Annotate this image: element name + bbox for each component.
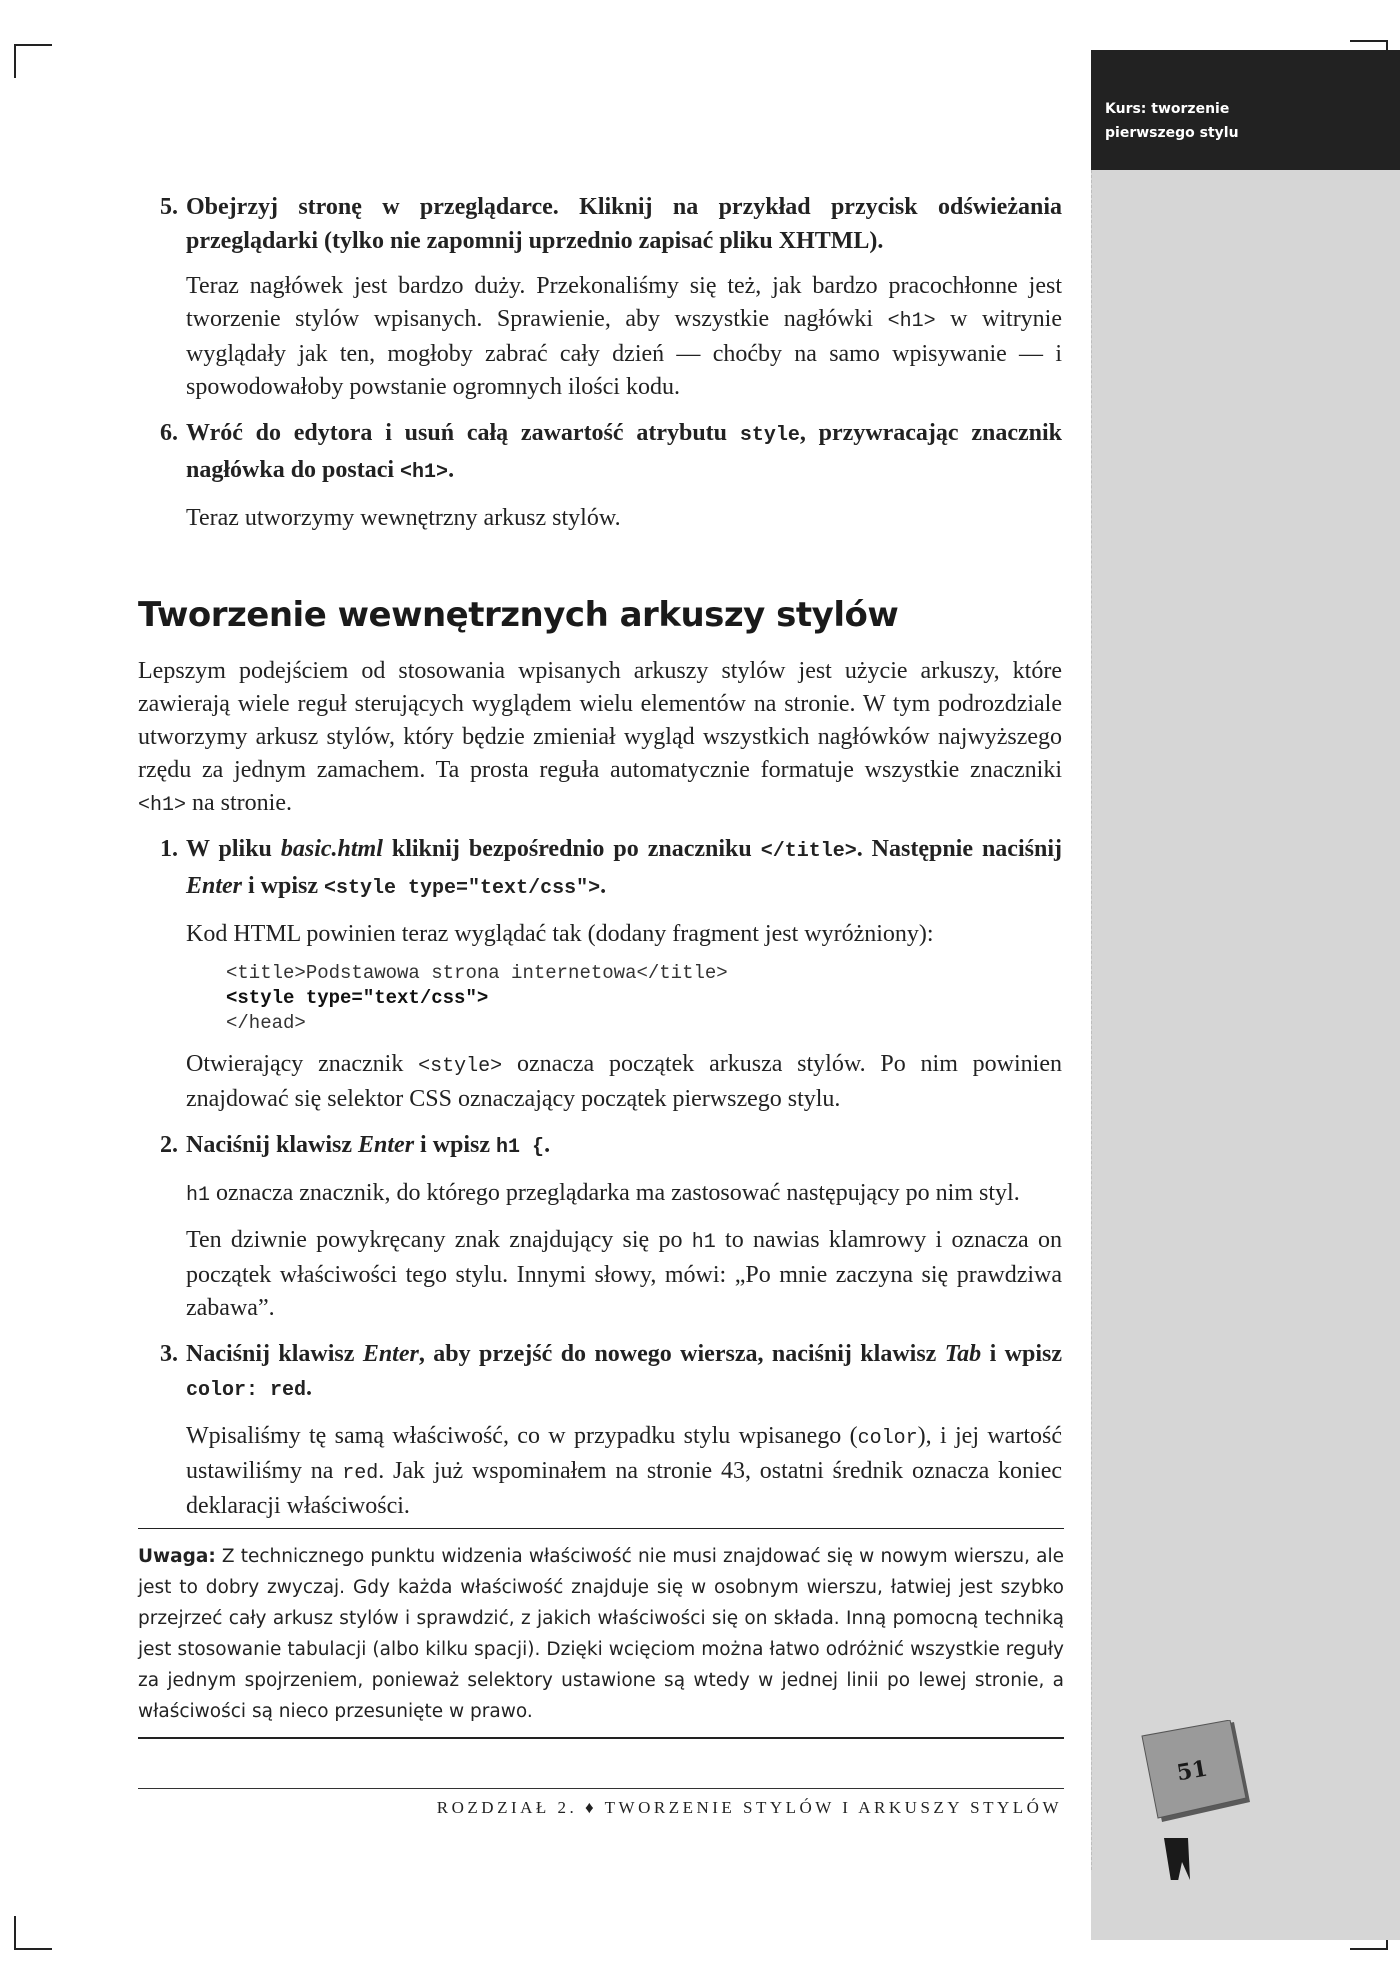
code-block <box>226 961 1062 1036</box>
inline-code: h1 <box>186 1184 211 1207</box>
step-6-description: Teraz utworzymy wewnętrzny arkusz stylów. <box>186 505 621 531</box>
crop-mark-top-left <box>14 44 52 78</box>
step-title: Obejrzyj stronę w przeglądarce. Kliknij na przykład przycisk odświeżania przeglądarki (tylko nie zapomnij uprzednio zapisać pliku XHTML). <box>186 194 1062 254</box>
footer-rule <box>138 1788 1064 1789</box>
key-name: Tab <box>944 1341 982 1367</box>
inline-code: <style> <box>418 1055 503 1078</box>
inline-code: h1 <box>691 1231 716 1254</box>
step-3-description: Wpisaliśmy tę samą właściwość, co w przypadku stylu wpisanego (color), i jej wartość ustawiliśmy na red. Jak już wspominałem na stronie 43, ostatni średnik oznacza koniec deklaracji właściwości. <box>186 1423 1062 1519</box>
inline-code: </title> <box>760 840 857 863</box>
step-5-description: Teraz nagłówek jest bardzo duży. Przekonaliśmy się też, jak bardzo pracochłonne jest tworzenie stylów wpisanych. Sprawienie, aby wszystkie nagłówki <h1> w witrynie wyglądały jak ten, mogłoby zabrać cały dzień — choćby na samo wpisywanie — i spowodowałoby powstanie ogromnych ilości kodu. <box>186 273 1063 400</box>
note-box <box>138 1528 1064 1739</box>
step-1-description: Kod HTML powinien teraz wyglądać tak (dodany fragment jest wyróżniony): <box>186 921 934 947</box>
step-3 <box>138 1337 1062 1408</box>
step-1-explanation: Otwierający znacznik <style> oznacza początek arkusza stylów. Po nim powinien znajdować się selektor CSS oznaczający początek pierwszego stylu. <box>186 1051 1063 1112</box>
sidebar-title-line2: pierwszego stylu <box>1105 125 1239 141</box>
code-line: <title>Podstawowa strona internetowa</title> <box>226 962 728 984</box>
step-number: 2. <box>160 1132 178 1158</box>
inline-code: <style type="text/css"> <box>324 877 601 900</box>
page-number-badge <box>1140 1720 1260 1885</box>
step-2-explanation: Ten dziwnie powykręcany znak znajdujący się po h1 to nawias klamrowy i oznacza on początek właściwości tego stylu. Innymi słowy, mówi: „Po mnie zaczyna się prawdziwa zabawa”. <box>186 1227 1062 1321</box>
step-2 <box>138 1128 1062 1165</box>
inline-code: color: red <box>186 1379 307 1402</box>
key-name: Enter <box>186 873 243 899</box>
main-content <box>138 190 1062 1523</box>
step-title: Naciśnij klawisz Enter, aby przejść do nowego wiersza, naciśnij klawisz Tab i wpisz color: red. <box>186 1341 1063 1402</box>
step-number: 1. <box>160 836 178 862</box>
section-intro: Lepszym podejściem od stosowania wpisanych arkuszy stylów jest użycie arkuszy, które zawierają wiele reguł sterujących wyglądem wielu elementów na stronie. W tym podrozdziale utworzymy arkusz stylów, który będzie zmieniał wygląd wszystkich nagłówków najwyższego rzędu za jednym zamachem. Ta prosta reguła automatycznie formatuje wszystkie znaczniki <h1> na stronie. <box>138 658 1062 817</box>
step-5 <box>138 190 1062 258</box>
step-2-description: h1 oznacza znacznik, do którego przeglądarka ma zastosować następujący po nim styl. <box>186 1180 1020 1207</box>
step-1 <box>138 832 1062 906</box>
section-heading: Tworzenie wewnętrznych arkuszy stylów <box>138 595 899 635</box>
step-title: W pliku basic.html kliknij bezpośrednio po znaczniku </title>. Następnie naciśnij Enter i wpisz <style type="text/css">. <box>186 836 1062 900</box>
sidebar-divider <box>1091 170 1092 1870</box>
sidebar-panel <box>1091 50 1400 1940</box>
code-line: </head> <box>226 1012 306 1034</box>
step-number: 3. <box>160 1341 178 1367</box>
step-title: Wróć do edytora i usuń całą zawartość atrybutu style, przywracając znacznik nagłówka do postaci <h1>. <box>186 420 1062 484</box>
inline-code: h1 { <box>496 1136 545 1159</box>
step-number: 6. <box>160 420 178 446</box>
sidebar-title-line1: Kurs: tworzenie <box>1105 101 1230 117</box>
crop-mark-bottom-left <box>14 1916 52 1950</box>
inline-code: color <box>857 1427 918 1450</box>
inline-code: <h1> <box>138 794 187 817</box>
inline-code: red <box>342 1462 379 1485</box>
chapter-footer: ROZDZIAŁ 2. ♦ TWORZENIE STYLÓW I ARKUSZY STYLÓW <box>436 1798 1062 1817</box>
note-label: Uwaga: <box>138 1546 216 1567</box>
inline-code: <h1> <box>887 310 936 333</box>
inline-code: style <box>739 424 800 447</box>
note-text: Z technicznego punktu widzenia właściwość nie musi znajdować się w nowym wierszu, ale jest to dobry zwyczaj. Gdy każda właściwość znajduje się w osobnym wierszu, łatwiej jest szybko przejrzeć cały arkusz stylów i sprawdzić, z jakich właściwości się on składa. Inną pomocną techniką jest stosowanie tabulacji (albo kilku spacji). Dzięki wcięciom można łatwo odróżnić wszystkie reguły za jednym spojrzeniem, ponieważ selektory ustawione są wtedy w jednej linii po lewej stronie, a właściwości są nieco przesunięte w prawo. <box>138 1546 1064 1722</box>
sidebar-title <box>1105 97 1255 145</box>
code-line-highlighted: <style type="text/css"> <box>226 987 489 1009</box>
file-name: basic.html <box>280 836 383 862</box>
bookmark-badge-icon <box>1140 1720 1260 1880</box>
step-title: Naciśnij klawisz Enter i wpisz h1 {. <box>186 1132 551 1159</box>
inline-code: <h1> <box>400 461 449 484</box>
step-6 <box>138 416 1062 490</box>
step-number: 5. <box>160 194 178 220</box>
key-name: Enter <box>358 1132 415 1158</box>
page-number: 51 <box>1174 1755 1210 1787</box>
key-name: Enter <box>362 1341 419 1367</box>
